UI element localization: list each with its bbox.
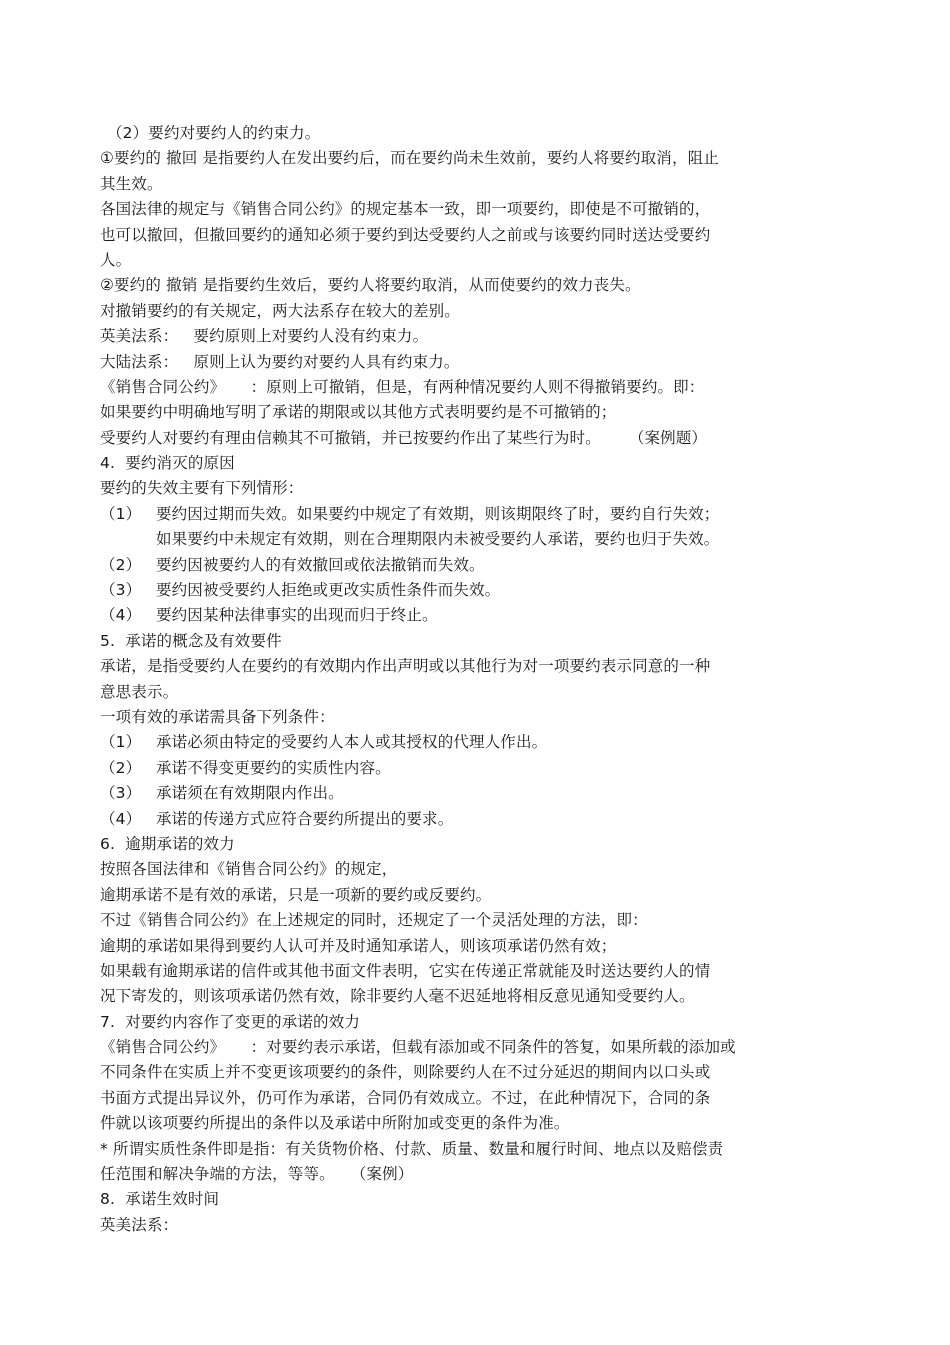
- list-number: （1）: [100, 504, 142, 523]
- text-line: 各国法律的规定与《销售合同公约》的规定基本一致，即一项要约，即使是不可撤销的，: [100, 200, 711, 219]
- list-text: 承诺的传递方式应符合要约所提出的要求。: [156, 809, 454, 828]
- text-line: * 所谓实质性条件即是指：有关货物价格、付款、质量、数量和履行时间、地点以及赔偿责: [100, 1139, 724, 1158]
- list-text: 承诺不得变更要约的实质性内容。: [156, 758, 391, 777]
- list-number: （3）: [100, 784, 142, 803]
- text-line: 《销售合同公约》 ：原则上可撤销，但是，有两种情况要约人则不得撤销要约。即：: [100, 377, 705, 396]
- text-line: 如果载有逾期承诺的信件或其他书面文件表明，它实在传递正常就能及时送达要约人的情: [100, 961, 711, 980]
- text-line: 其生效。: [100, 174, 163, 193]
- text-segment: 任范围和解决争端的方法，等等。: [100, 1165, 335, 1184]
- list-item: [100, 756, 830, 781]
- text-line: 不同条件在实质上并不变更该项要约的条件，则除要约人在不过分延迟的期间内以口头或: [100, 1063, 711, 1082]
- list-item: [100, 578, 830, 603]
- text-line: （2）要约对要约人的约束力。: [107, 124, 321, 142]
- case-tag: （案例）: [350, 1165, 414, 1184]
- list-item-continuation: 如果要约中未规定有效期，则在合理期限内未被受要约人承诺，要约也归于失效。: [156, 530, 720, 549]
- section-heading-5: 5. 承诺的概念及有效要件: [100, 631, 282, 650]
- list-item: [100, 781, 830, 806]
- text-line: 英美法系： 要约原则上对要约人没有约束力。: [100, 327, 429, 346]
- text-line: 如果要约中明确地写明了承诺的期限或以其他方式表明要约是不可撤销的；: [100, 403, 617, 422]
- text-line: 书面方式提出异议外，仍可作为承诺，合同仍有效成立。不过，在此种情况下，合同的条: [100, 1088, 711, 1107]
- text-line: 况下寄发的，则该项承诺仍然有效，除非要约人毫不迟延地将相反意见通知受要约人。: [100, 987, 695, 1006]
- text-line: 大陆法系： 原则上认为要约对要约人具有约束力。: [100, 352, 460, 371]
- text-line: 对撤销要约的有关规定，两大法系存在较大的差别。: [100, 301, 460, 320]
- text-line: 一项有效的承诺需具备下列条件：: [100, 707, 335, 726]
- text-line: 也可以撤回，但撤回要约的通知必须于要约到达受要约人之前或与该要约同时送达受要约: [100, 225, 711, 244]
- text-line: 按照各国法律和《销售合同公约》的规定，: [100, 860, 398, 879]
- list-item: [100, 730, 830, 755]
- text-line: 逾期承诺不是有效的承诺，只是一项新的要约或反要约。: [100, 885, 492, 904]
- text-line: ②要约的 撤销 是指要约生效后，要约人将要约取消，从而使要约的效力丧失。: [100, 276, 641, 295]
- list-number: （2）: [100, 555, 142, 574]
- list-text: 要约因被受要约人拒绝或更改实质性条件而失效。: [156, 581, 501, 600]
- list-item: [100, 807, 830, 832]
- document-body: [100, 121, 830, 1238]
- text-line: 承诺，是指受要约人在要约的有效期内作出声明或以其他行为对一项要约表示同意的一种: [100, 657, 711, 676]
- text-line: 英美法系：: [100, 1215, 179, 1234]
- text-line: 要约的失效主要有下列情形：: [100, 479, 304, 498]
- section-heading-7: 7. 对要约内容作了变更的承诺的效力: [100, 1012, 360, 1031]
- list-text: 承诺必须由特定的受要约人本人或其授权的代理人作出。: [156, 733, 548, 752]
- text-line: [100, 1162, 830, 1187]
- list-number: （4）: [100, 809, 142, 828]
- section-heading-6: 6. 逾期承诺的效力: [100, 834, 235, 853]
- text-line: 《销售合同公约》 ：对要约表示承诺，但载有添加或不同条件的答复，如果所载的添加或: [100, 1038, 736, 1057]
- list-number: （2）: [100, 758, 142, 777]
- section-heading-4: 4. 要约消灭的原因: [100, 454, 235, 473]
- text-line: [100, 426, 830, 451]
- list-item: [100, 603, 830, 628]
- list-text: 承诺须在有效期限内作出。: [156, 784, 344, 803]
- text-line: 逾期的承诺如果得到要约人认可并及时通知承诺人，则该项承诺仍然有效；: [100, 936, 617, 955]
- section-heading-8: 8. 承诺生效时间: [100, 1190, 220, 1209]
- list-text: 要约因某种法律事实的出现而归于终止。: [156, 606, 438, 625]
- text-line: 人。: [100, 250, 132, 269]
- text-line: ①要约的 撤回 是指要约人在发出要约后，而在要约尚未生效前，要约人将要约取消，阻止: [100, 149, 719, 168]
- list-number: （4）: [100, 606, 142, 625]
- text-line: 意思表示。: [100, 682, 179, 701]
- text-line: 不过《销售合同公约》在上述规定的同时，还规定了一个灵活处理的方法，即：: [100, 911, 648, 930]
- text-segment: 受要约人对要约有理由信赖其不可撤销，并已按要约作出了某些行为时。: [100, 428, 601, 447]
- list-number: （1）: [100, 733, 142, 752]
- list-number: （3）: [100, 581, 142, 600]
- text-line: 件就以该项要约所提出的条件以及承诺中所附加或变更的条件为准。: [100, 1114, 570, 1133]
- list-item: [100, 502, 830, 527]
- list-text: 要约因过期而失效。如果要约中规定了有效期，则该期限终了时，要约自行失效；: [156, 504, 720, 523]
- case-tag: （案例题）: [628, 428, 708, 447]
- list-item: [100, 553, 830, 578]
- list-text: 要约因被要约人的有效撤回或依法撤销而失效。: [156, 555, 485, 574]
